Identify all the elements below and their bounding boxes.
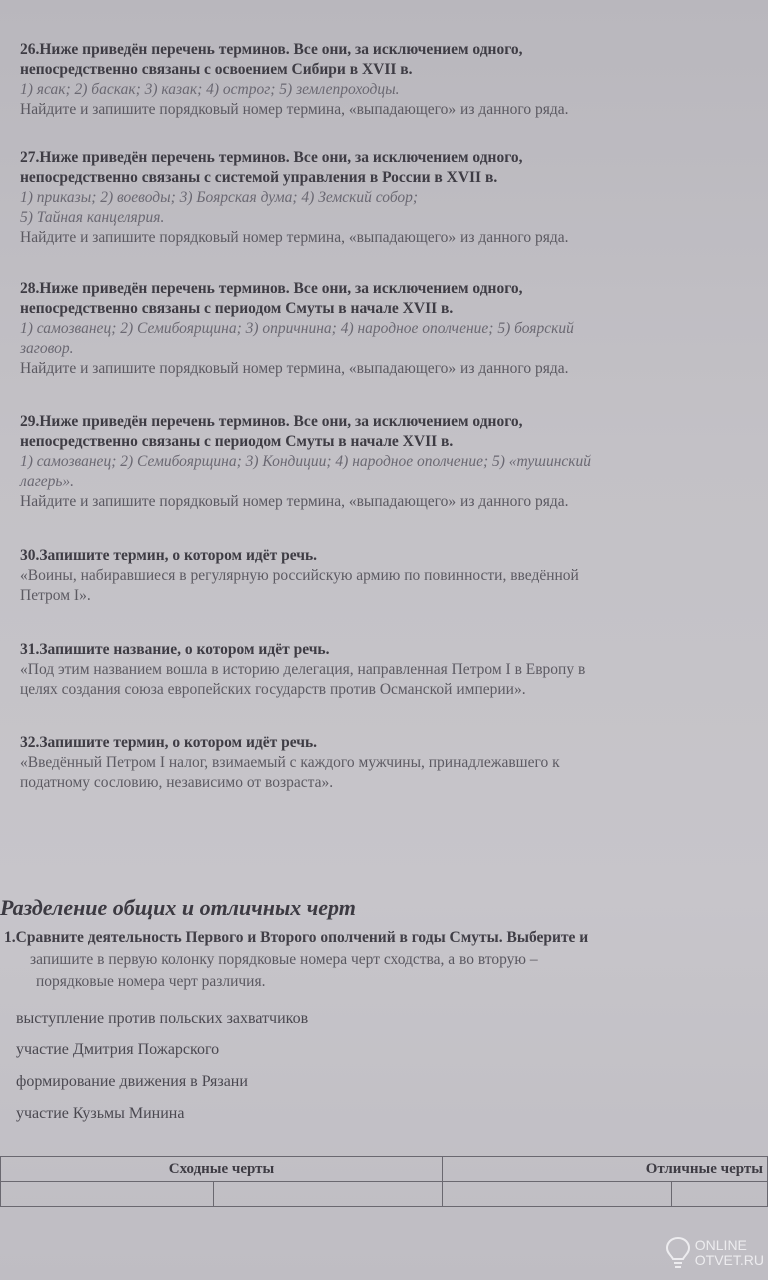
task-question-line: 32.Запишите термин, о котором идёт речь. [20, 734, 318, 751]
task-question-line: 28.Ниже приведён перечень терминов. Все они, за исключением одного, [20, 280, 523, 297]
task-31 [20, 640, 750, 700]
feature-item: участие Дмитрия Пожарского [16, 1041, 220, 1058]
task-question-line: 26.Ниже приведён перечень терминов. Все они, за исключением одного, [20, 41, 523, 58]
task-options: 1) самозванец; 2) Семибоярщина; 3) Кондиции; 4) народное ополчение; 5) «тушинский [20, 453, 592, 470]
task-quote-line: целях создания союза европейских государств против Османской империи». [20, 681, 526, 698]
task-question-line: 30.Запишите термин, о котором идёт речь. [20, 547, 318, 564]
task-29 [20, 412, 750, 512]
answer-cell[interactable] [672, 1182, 768, 1207]
task-quote-line: Петром I». [20, 587, 91, 604]
task-instruction: Найдите и запишите порядковый номер термина, «выпадающего» из данного ряда. [20, 360, 569, 377]
task-options: 5) Тайная канцелярия. [20, 209, 165, 226]
task-27 [20, 148, 750, 248]
task-options: 1) ясак; 2) баскак; 3) казак; 4) острог; 5) землепроходцы. [20, 81, 400, 98]
answer-cell[interactable] [214, 1182, 443, 1207]
task-28 [20, 279, 750, 379]
task-quote-line: «Под этим названием вошла в историю делегация, направленная Петром I в Европу в [20, 661, 586, 678]
task-question-line: 31.Запишите название, о котором идёт речь. [20, 641, 330, 658]
feature-item: участие Кузьмы Минина [16, 1105, 185, 1122]
feature-item: формирование движения в Рязани [16, 1073, 248, 1090]
answer-cell[interactable] [443, 1182, 672, 1207]
task-instruction: Найдите и запишите порядковый номер термина, «выпадающего» из данного ряда. [20, 493, 569, 510]
answer-cell[interactable] [1, 1182, 214, 1207]
site-watermark [665, 1236, 764, 1270]
compare-task [4, 927, 768, 993]
lightbulb-icon [665, 1236, 691, 1270]
feature-item: выступление против польских захватчиков [16, 1010, 309, 1027]
task-options: 1) приказы; 2) воеводы; 3) Боярская дума; 4) Земский собор; [20, 189, 419, 206]
task-question-line: непосредственно связаны с освоением Сибири в XVII в. [20, 61, 413, 78]
task-question-line: 27.Ниже приведён перечень терминов. Все они, за исключением одного, [20, 149, 523, 166]
task-quote-line: податному сословию, независимо от возраста». [20, 774, 334, 791]
task-instruction: Найдите и запишите порядковый номер термина, «выпадающего» из данного ряда. [20, 101, 569, 118]
task-quote-line: «Введённый Петром I налог, взимаемый с каждого мужчины, принадлежавшего к [20, 754, 560, 771]
answer-table [0, 1156, 768, 1207]
task-question-line: 29.Ниже приведён перечень терминов. Все они, за исключением одного, [20, 413, 523, 430]
task-options: лагерь». [20, 473, 75, 490]
task-question-line: непосредственно связаны с периодом Смуты в начале XVII в. [20, 300, 454, 317]
compare-question-line: запишите в первую колонку порядковые номера черт сходства, а во вторую – [30, 951, 538, 968]
task-question-line: непосредственно связаны с периодом Смуты в начале XVII в. [20, 433, 454, 450]
task-30 [20, 546, 750, 606]
task-quote-line: «Воины, набиравшиеся в регулярную российскую армию по повинности, введённой [20, 567, 579, 584]
task-options: заговор. [20, 340, 74, 357]
task-32 [20, 733, 750, 793]
section-title: Разделение общих и отличных черт [0, 895, 356, 920]
column-header-different: Отличные черты [443, 1157, 768, 1182]
watermark-line: OTVET.RU [694, 1252, 764, 1268]
column-header-similar: Сходные черты [1, 1157, 443, 1182]
compare-question-line: 1.Сравните деятельность Первого и Второго ополчений в годы Смуты. Выберите и [4, 929, 589, 946]
task-instruction: Найдите и запишите порядковый номер термина, «выпадающего» из данного ряда. [20, 229, 569, 246]
task-26 [20, 40, 750, 120]
task-question-line: непосредственно связаны с системой управления в России в XVII в. [20, 169, 498, 186]
watermark-line: ONLINE [694, 1237, 747, 1253]
watermark-text [695, 1238, 764, 1268]
compare-question-line: порядковые номера черт различия. [36, 973, 266, 990]
task-options: 1) самозванец; 2) Семибоярщина; 3) опричнина; 4) народное ополчение; 5) боярский [20, 320, 574, 337]
